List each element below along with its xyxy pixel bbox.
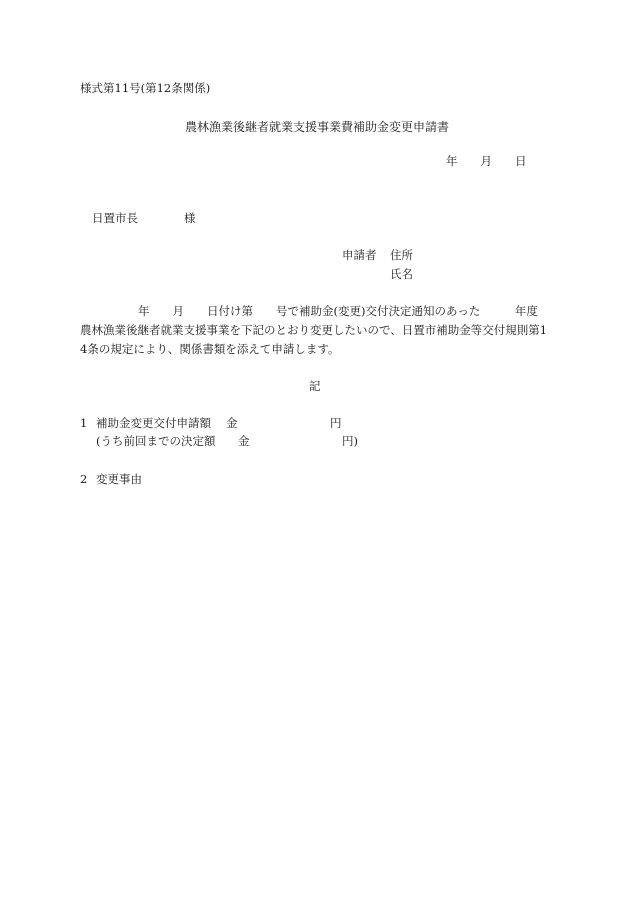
item-number: 1 xyxy=(80,416,88,430)
item-label: 変更事由 xyxy=(96,472,142,486)
body-line-2: 農林漁業後継者就業支援事業を下記のとおり変更したいので、日置市補助金等交付規則第1 xyxy=(80,323,548,337)
body-line-3: 4条の規定により、関係書類を添えて申請します。 xyxy=(80,342,340,356)
date-line: 年 月 日 xyxy=(446,154,527,168)
previous-amount-label: (うち前回までの決定額 xyxy=(96,434,216,448)
body-line-1: 年 月 日付け第 号で補助金(変更)交付決定通知のあった 年度 xyxy=(138,304,538,318)
address-label: 住所 xyxy=(390,248,413,262)
currency-prefix: 金 xyxy=(226,416,238,430)
document-title: 農林漁業後継者就業支援事業費補助金変更申請書 xyxy=(185,120,450,134)
item-number: 2 xyxy=(80,472,88,486)
form-number-label: 様式第11号(第12条関係) xyxy=(80,81,211,95)
notes-heading: 記 xyxy=(309,379,321,393)
currency-unit: 円 xyxy=(330,416,342,430)
currency-prefix: 金 xyxy=(238,434,250,448)
name-label: 氏名 xyxy=(390,267,413,281)
applicant-label: 申請者 xyxy=(342,248,377,262)
addressee: 日置市長 様 xyxy=(92,211,196,225)
currency-unit-close: 円) xyxy=(342,434,358,448)
item-label: 補助金変更交付申請額 xyxy=(96,416,211,430)
